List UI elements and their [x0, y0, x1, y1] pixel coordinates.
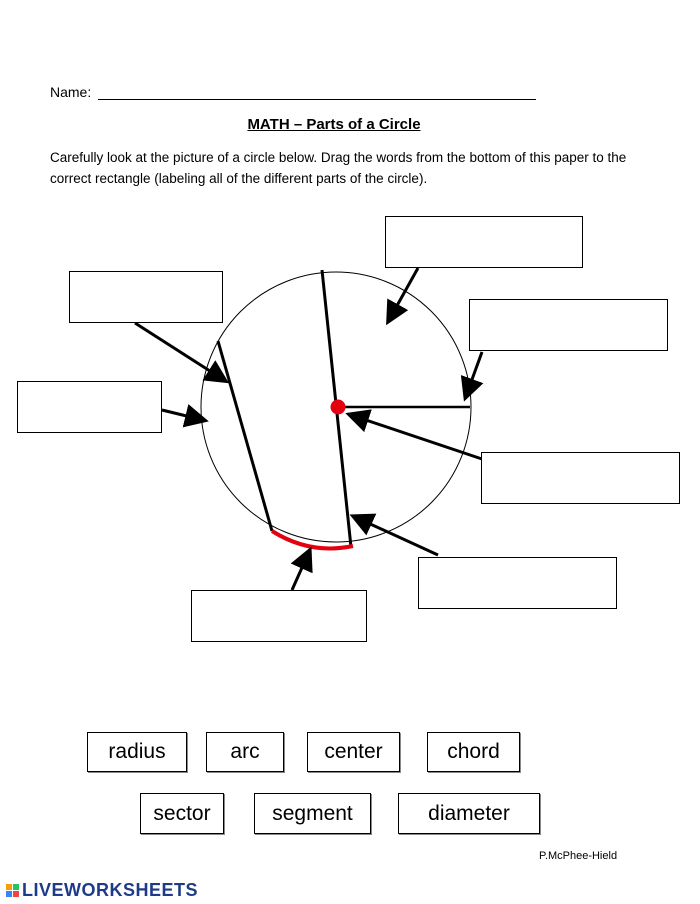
arrow-segment: [162, 410, 203, 420]
instructions: Carefully look at the picture of a circle below. Drag the words from the bottom of this paper to the correct rectangle (labeling all of the different parts of the circle).: [50, 150, 627, 186]
arrow-sector: [389, 268, 418, 320]
word-segment[interactable]: segment: [254, 793, 371, 834]
drop-box-radius[interactable]: [469, 299, 668, 351]
credit-text: P.McPhee-Hield: [539, 850, 618, 862]
arrow-radius: [466, 352, 482, 396]
drop-box-diameter[interactable]: [418, 557, 617, 609]
logo-text: LIVEWORKSHEETS: [22, 880, 199, 900]
arrow-center: [351, 415, 482, 459]
center-dot: [331, 400, 346, 415]
word-center[interactable]: center: [307, 732, 400, 772]
drop-box-segment[interactable]: [17, 381, 162, 433]
drop-box-arc[interactable]: [191, 590, 367, 642]
word-sector[interactable]: sector: [140, 793, 224, 834]
liveworksheets-logo: [6, 880, 198, 901]
word-arc[interactable]: arc: [206, 732, 284, 772]
word-diameter[interactable]: diameter: [398, 793, 540, 834]
logo-grid-icon: [6, 884, 19, 897]
arrow-chord: [135, 323, 224, 380]
drop-box-sector[interactable]: [385, 216, 583, 268]
word-chord[interactable]: chord: [427, 732, 520, 772]
drop-box-chord[interactable]: [69, 271, 223, 323]
name-label: Name:: [50, 84, 92, 100]
drop-box-center[interactable]: [481, 452, 680, 504]
arrow-arc: [292, 552, 309, 590]
page-title: MATH – Parts of a Circle: [247, 116, 421, 133]
arrow-diameter: [355, 517, 438, 555]
chord-line: [218, 341, 272, 531]
word-radius[interactable]: radius: [87, 732, 187, 772]
